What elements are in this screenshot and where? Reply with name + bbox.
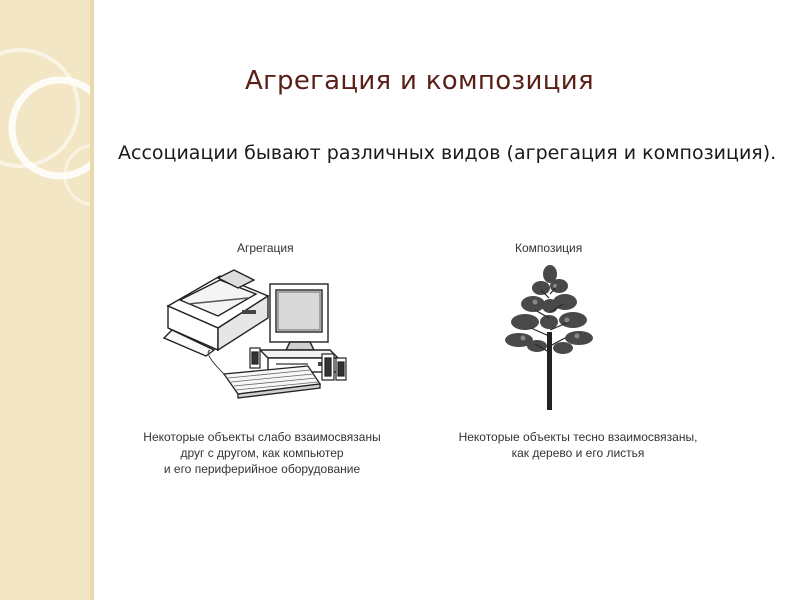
tree-icon <box>495 262 605 412</box>
aggregation-caption-line: Некоторые объекты слабо взаимосвязаны <box>143 430 381 444</box>
aggregation-label: Агрегация <box>237 241 294 255</box>
ornament-circles <box>0 0 90 600</box>
monitor-icon <box>270 284 328 350</box>
composition-caption-line: как дерево и его листья <box>511 446 645 460</box>
slide-title: Агрегация и композиция <box>245 66 594 96</box>
aggregation-caption-line: друг с другом, как компьютер <box>180 446 344 460</box>
aggregation-caption-line: и его периферийное оборудование <box>163 462 361 476</box>
sidebar-divider <box>90 0 94 600</box>
composition-caption <box>438 429 718 461</box>
sidebar-decoration <box>0 0 90 600</box>
printer-icon <box>164 270 268 356</box>
composition-label: Композиция <box>515 241 583 255</box>
aggregation-caption <box>122 429 402 477</box>
composition-caption-line: Некоторые объекты тесно взаимосвязаны, <box>458 430 698 444</box>
slide-body-text: Ассоциации бывают различных видов (агрегация и композиция). <box>118 142 777 164</box>
aggregation-illustration <box>158 258 363 408</box>
